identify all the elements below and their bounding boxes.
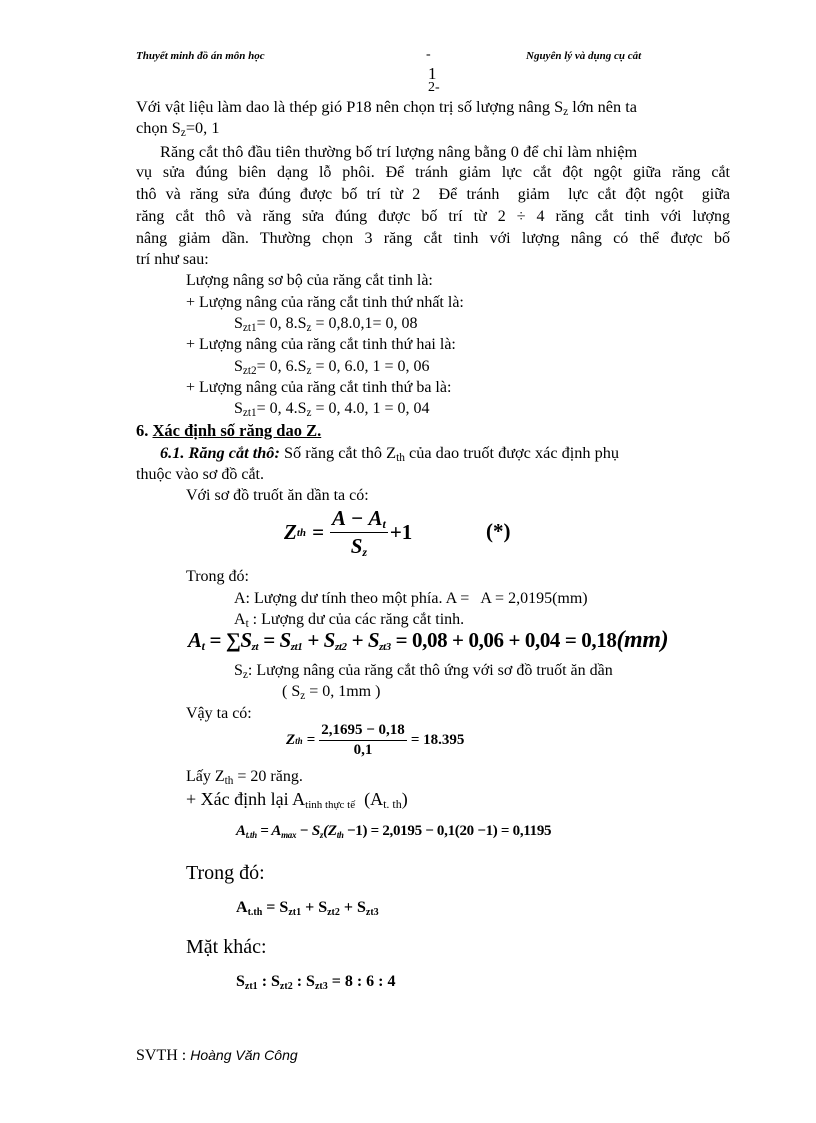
list-intro: Lượng nâng sơ bộ của răng cắt tinh là: (186, 272, 433, 289)
list-value-2: $S_{zt2}= 0$, $6.S_z = 0$, 6.0, 1 = 0, 06 (234, 358, 430, 377)
paragraph-2-line-1: Răng cắt thô đầu tiên thường bố trí lượng nâng bằng 0 để chỉ làm nhiệm (160, 142, 638, 161)
feed-definition: $S_z$: Lượng nâng của răng cắt thô ứng với sơ đồ truốt ăn dần (234, 662, 613, 681)
equation-tag: (*) (486, 519, 511, 543)
subsection-6-1-line-1: 6.1. Răng cắt thô: Số răng cắt thô $Z_{th}$ của dao truốt được xác định phụ (160, 443, 620, 464)
other-label: Mặt khác: (186, 936, 267, 958)
list-item-3: + Lượng nâng của răng cắt tinh thứ ba là: (186, 379, 452, 396)
equation-actual-allowance: $A_{t.th} = A_{max} - S_z(Z_{th} -1) = 2,0195 - 0,1(20 -1) = 0,1195$ (236, 823, 552, 840)
header-right-title: Nguyên lý và dụng cụ cắt (526, 50, 642, 62)
allowance-definition: A: Lượng dư tính theo một phía. A = A = 2,0195(mm) (234, 590, 588, 607)
conclusion-label: Vậy ta có: (186, 705, 252, 722)
header-left-title: Thuyết minh đồ án môn học (136, 50, 265, 62)
page-number-top: 1 (428, 64, 437, 83)
subsection-6-1-line-3: Với sơ đồ truốt ăn dần ta có: (186, 487, 369, 504)
subsection-6-1-line-2: thuộc vào sơ đồ cắt. (136, 466, 264, 483)
equation-ratio: $S_{zt1}$ : $S_{zt2}$ : $S_{zt3} = 8$ : 6 : 4 (236, 973, 396, 992)
paragraph-2-line-4: răng cắt thô và răng sửa đúng được bố trí từ 2 ÷ 4 răng cắt tinh với lượng (136, 208, 730, 225)
header-dash: - (426, 47, 431, 62)
list-value-1: $S_{zt1}= 0$, $8.S_z = 0,8.0,1= 0$, 08 (234, 315, 418, 334)
equation-rough-teeth-calc: Z th = $\frac{2,1695 - 0,18}{0,1}$ = 18.395 (286, 722, 465, 758)
footer-student: SVTH : Hoàng Văn Công (136, 1047, 298, 1064)
equation-fraction: $\frac{A - A_t}{S_z}$ (331, 506, 386, 559)
list-value-3: $S_{zt1}= 0$, $4.S_z = 0$, 4.0, 1 = 0, 04 (234, 400, 430, 419)
page-number-bottom: 2- (428, 80, 440, 95)
equation-rough-teeth: Z th = $\frac{A - A_t}{S_z}$ +1 (284, 506, 413, 559)
redefine-heading: + Xác định lại $A_{tinh thực tế}$ $(A_{t. th})$ (186, 789, 408, 811)
paragraph-2-line-6: trí như sau: (136, 251, 209, 268)
feed-value: ( $S_z = 0$, 1mm ) (282, 683, 381, 702)
rough-teeth-count: Lấy $Z_{th} = 20$ răng. (186, 768, 303, 787)
paragraph-2-line-2: vụ sửa đúng biên dạng lỗ phôi. Để tránh giảm lực cắt đột ngột giữa răng cắt (136, 164, 730, 181)
paragraph-1-line-2: chọn $S_z=0$, 1 (136, 118, 220, 139)
section-6-heading: 6. Xác định số răng dao Z. (136, 421, 322, 440)
list-item-2: + Lượng nâng của răng cắt tinh thứ hai là: (186, 336, 456, 353)
paragraph-2-line-3: thô và răng sửa đúng được bố trí từ 2 Để tránh giảm lực cắt đột ngột giữa (136, 186, 730, 203)
where-label-1: Trong đó: (186, 568, 249, 585)
paragraph-2-line-5: nâng giảm dần. Thường chọn 3 răng cắt tinh với lượng nâng có thể được bố (136, 230, 730, 247)
where-label-2: Trong đó: (186, 862, 265, 884)
finishing-allowance-definition: $A_t$ : Lượng dư của các răng cắt tinh. (234, 611, 465, 630)
list-item-1: + Lượng nâng của răng cắt tinh thứ nhất là: (186, 294, 464, 311)
paragraph-1-line-1: Với vật liệu làm dao là thép gió P18 nên chọn trị số lượng nâng $S_z$ lớn nên ta (136, 97, 637, 118)
equation-sum-finishing: $A_{t.th} = S_{zt1} + S_{zt2} + S_{zt3}$ (236, 899, 379, 918)
equation-finishing-allowance: $A_t = \sum S_{zt} = S_{zt1} + S_{zt2} + S_{zt3} = 0,08 + 0,06 + 0,04 = 0,18(mm)$ (188, 627, 669, 653)
